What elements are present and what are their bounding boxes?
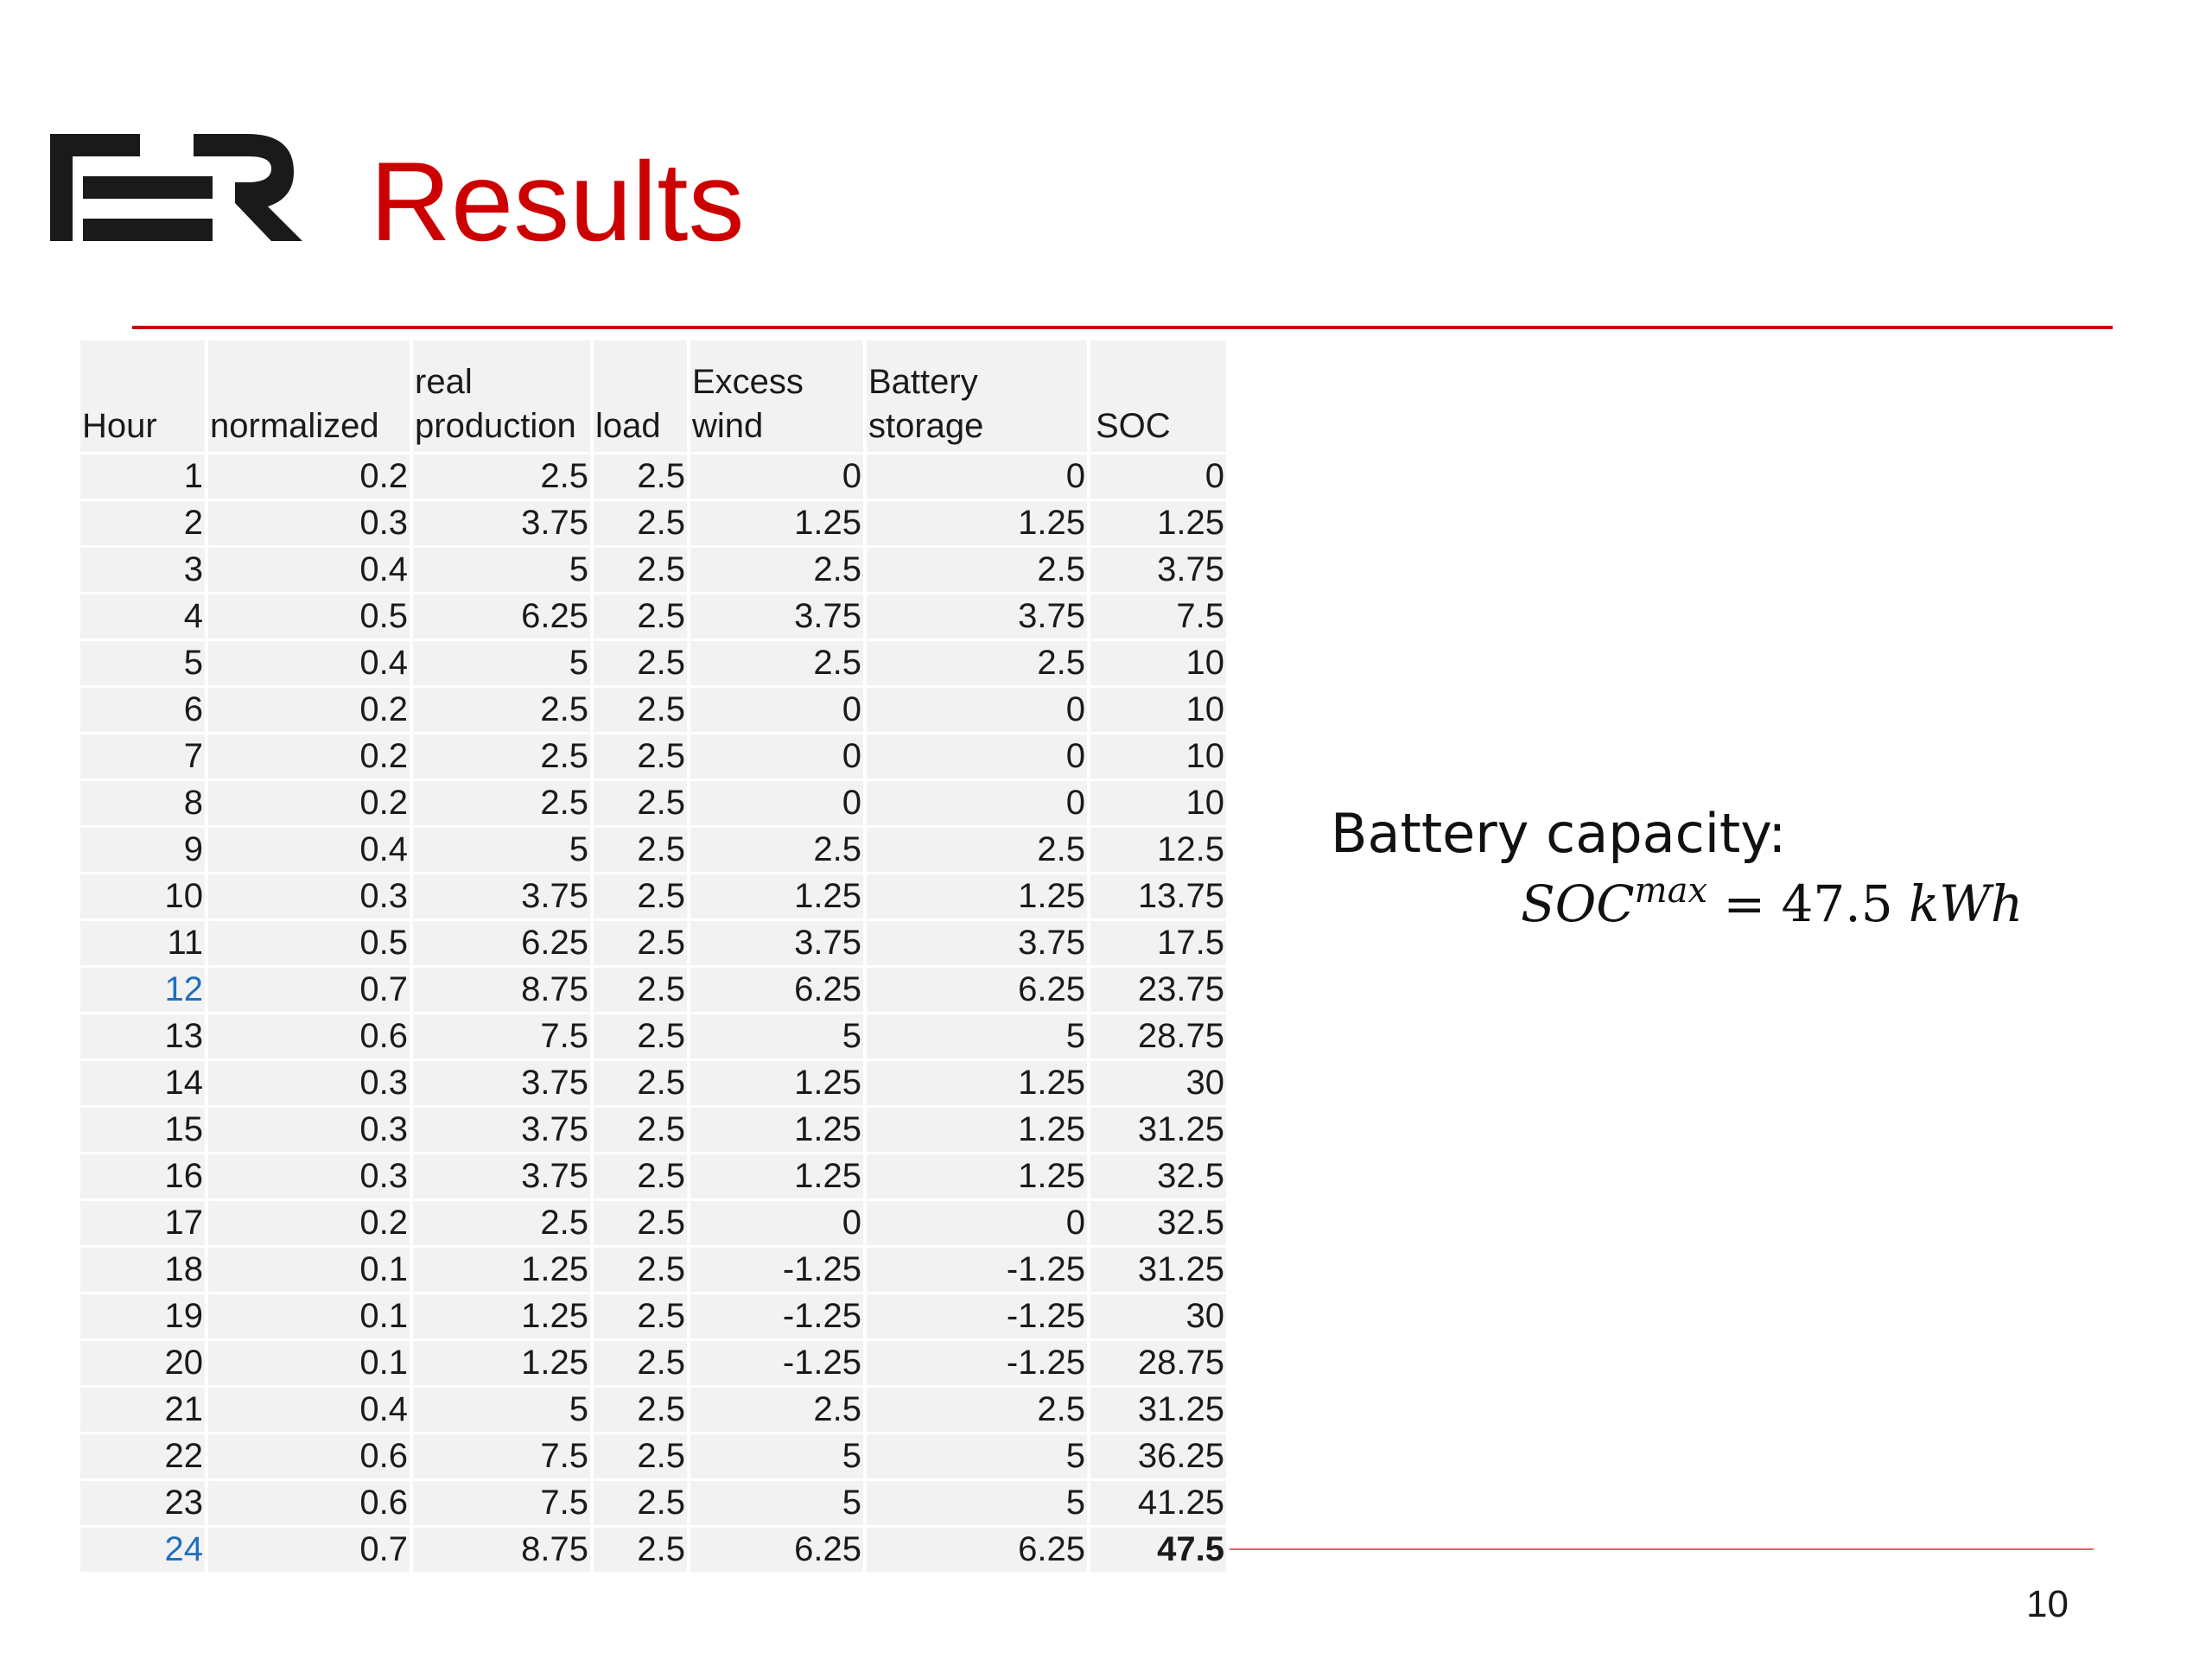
cell-normalized: 0.3 [208, 874, 410, 918]
cell-real-production: 1.25 [413, 1294, 590, 1338]
header-soc: SOC [1090, 340, 1226, 452]
cell-normalized: 0.3 [208, 1061, 410, 1105]
cell-soc: 13.75 [1090, 874, 1226, 918]
cell-battery-storage: 0 [867, 454, 1087, 499]
cell-load: 2.5 [594, 1061, 687, 1105]
cell-soc: 31.25 [1090, 1248, 1226, 1292]
cell-load: 2.5 [594, 874, 687, 918]
table-row [80, 828, 1226, 872]
cell-normalized: 0.5 [208, 594, 410, 639]
cell-real-production: 3.75 [413, 1061, 590, 1105]
cell-hour: 16 [80, 1154, 205, 1198]
cell-battery-storage: 3.75 [867, 921, 1087, 965]
slide-title: Results [370, 138, 745, 264]
cell-battery-storage: 0 [867, 1201, 1087, 1245]
cell-soc: 10 [1090, 781, 1226, 825]
cell-load: 2.5 [594, 1248, 687, 1292]
cell-soc: 12.5 [1090, 828, 1226, 872]
cell-soc: 23.75 [1090, 968, 1226, 1012]
cell-soc: 0 [1090, 454, 1226, 499]
cell-battery-storage: 0 [867, 734, 1087, 779]
header-battery-storage: Battery storage [867, 340, 1087, 452]
cell-hour: 5 [80, 641, 205, 685]
cell-excess-wind: 2.5 [690, 548, 863, 592]
table-row [80, 1341, 1226, 1385]
cell-normalized: 0.5 [208, 921, 410, 965]
cell-load: 2.5 [594, 641, 687, 685]
cell-excess-wind: 0 [690, 688, 863, 732]
cell-normalized: 0.6 [208, 1014, 410, 1058]
bottom-divider [1230, 1548, 2094, 1550]
cell-battery-storage: 0 [867, 781, 1087, 825]
table-row [80, 1014, 1226, 1058]
cell-hour: 23 [80, 1481, 205, 1525]
cell-real-production: 5 [413, 641, 590, 685]
cell-load: 2.5 [594, 1294, 687, 1338]
table-row [80, 454, 1226, 499]
cell-battery-storage: 1.25 [867, 1108, 1087, 1152]
cell-normalized: 0.1 [208, 1294, 410, 1338]
cell-soc: 30 [1090, 1061, 1226, 1105]
cell-soc: 17.5 [1090, 921, 1226, 965]
table-row [80, 1061, 1226, 1105]
formula-unit: kWh [1909, 874, 2024, 933]
results-table [77, 338, 1230, 1574]
cell-normalized: 0.3 [208, 1154, 410, 1198]
cell-real-production: 5 [413, 548, 590, 592]
cell-normalized: 0.2 [208, 454, 410, 499]
cell-normalized: 0.3 [208, 1108, 410, 1152]
cell-excess-wind: 5 [690, 1434, 863, 1478]
cell-battery-storage: 1.25 [867, 501, 1087, 545]
cell-hour: 24 [80, 1528, 205, 1572]
cell-excess-wind: 2.5 [690, 641, 863, 685]
battery-capacity-label: Battery capacity: [1331, 802, 1787, 865]
cell-excess-wind: -1.25 [690, 1294, 863, 1338]
cell-excess-wind: 2.5 [690, 1388, 863, 1432]
formula-symbol: SOC [1521, 874, 1635, 933]
cell-hour: 18 [80, 1248, 205, 1292]
cell-hour: 19 [80, 1294, 205, 1338]
cell-soc: 28.75 [1090, 1014, 1226, 1058]
cell-real-production: 3.75 [413, 1154, 590, 1198]
table-row [80, 1154, 1226, 1198]
cell-excess-wind: 1.25 [690, 1061, 863, 1105]
table-row [80, 641, 1226, 685]
cell-load: 2.5 [594, 1341, 687, 1385]
cell-normalized: 0.2 [208, 734, 410, 779]
header-load: load [594, 340, 687, 452]
cell-battery-storage: 5 [867, 1014, 1087, 1058]
cell-hour: 17 [80, 1201, 205, 1245]
table-row [80, 1248, 1226, 1292]
cell-battery-storage: 1.25 [867, 1061, 1087, 1105]
table-row [80, 501, 1226, 545]
cell-load: 2.5 [594, 1201, 687, 1245]
cell-soc: 30 [1090, 1294, 1226, 1338]
header-normalized: normalized [208, 340, 410, 452]
cell-excess-wind: -1.25 [690, 1341, 863, 1385]
cell-normalized: 0.4 [208, 828, 410, 872]
cell-soc: 36.25 [1090, 1434, 1226, 1478]
cell-hour: 9 [80, 828, 205, 872]
cell-load: 2.5 [594, 921, 687, 965]
cell-excess-wind: 2.5 [690, 828, 863, 872]
cell-real-production: 6.25 [413, 921, 590, 965]
cell-normalized: 0.7 [208, 1528, 410, 1572]
cell-normalized: 0.6 [208, 1481, 410, 1525]
cell-soc: 10 [1090, 734, 1226, 779]
cell-load: 2.5 [594, 1388, 687, 1432]
cell-soc: 1.25 [1090, 501, 1226, 545]
cell-normalized: 0.7 [208, 968, 410, 1012]
cell-hour: 20 [80, 1341, 205, 1385]
cell-load: 2.5 [594, 1108, 687, 1152]
cell-load: 2.5 [594, 454, 687, 499]
cell-excess-wind: 5 [690, 1014, 863, 1058]
cell-excess-wind: 3.75 [690, 594, 863, 639]
cell-hour: 22 [80, 1434, 205, 1478]
cell-load: 2.5 [594, 1434, 687, 1478]
cell-soc: 32.5 [1090, 1201, 1226, 1245]
cell-real-production: 8.75 [413, 968, 590, 1012]
cell-real-production: 5 [413, 1388, 590, 1432]
cell-normalized: 0.4 [208, 641, 410, 685]
cell-real-production: 2.5 [413, 734, 590, 779]
cell-normalized: 0.4 [208, 548, 410, 592]
cell-excess-wind: 1.25 [690, 1108, 863, 1152]
cell-hour: 10 [80, 874, 205, 918]
cell-excess-wind: 0 [690, 781, 863, 825]
table-row [80, 1388, 1226, 1432]
cell-hour: 14 [80, 1061, 205, 1105]
cell-hour: 4 [80, 594, 205, 639]
formula-value: 47.5 [1781, 874, 1893, 933]
cell-soc: 7.5 [1090, 594, 1226, 639]
cell-normalized: 0.4 [208, 1388, 410, 1432]
cell-real-production: 1.25 [413, 1341, 590, 1385]
title-divider [132, 326, 2113, 329]
cell-normalized: 0.1 [208, 1341, 410, 1385]
cell-normalized: 0.2 [208, 688, 410, 732]
cell-real-production: 7.5 [413, 1434, 590, 1478]
cell-battery-storage: 2.5 [867, 641, 1087, 685]
cell-excess-wind: 6.25 [690, 1528, 863, 1572]
cell-real-production: 3.75 [413, 874, 590, 918]
cell-battery-storage: -1.25 [867, 1248, 1087, 1292]
cell-real-production: 5 [413, 828, 590, 872]
table-row [80, 874, 1226, 918]
cell-soc: 47.5 [1090, 1528, 1226, 1572]
formula-superscript: max [1634, 871, 1708, 911]
cell-real-production: 7.5 [413, 1014, 590, 1058]
header-excess-wind: Excess wind [690, 340, 863, 452]
table-row [80, 1481, 1226, 1525]
cell-normalized: 0.3 [208, 501, 410, 545]
cell-hour: 1 [80, 454, 205, 499]
cell-soc: 10 [1090, 688, 1226, 732]
cell-real-production: 2.5 [413, 1201, 590, 1245]
cell-soc: 3.75 [1090, 548, 1226, 592]
cell-hour: 7 [80, 734, 205, 779]
table-row [80, 1528, 1226, 1572]
cell-battery-storage: -1.25 [867, 1341, 1087, 1385]
cell-hour: 15 [80, 1108, 205, 1152]
cell-load: 2.5 [594, 734, 687, 779]
cell-excess-wind: 1.25 [690, 501, 863, 545]
results-table-container [80, 338, 1230, 1574]
cell-normalized: 0.1 [208, 1248, 410, 1292]
table-row [80, 781, 1226, 825]
cell-excess-wind: -1.25 [690, 1248, 863, 1292]
cell-excess-wind: 0 [690, 734, 863, 779]
cell-hour: 13 [80, 1014, 205, 1058]
cell-excess-wind: 1.25 [690, 874, 863, 918]
cell-soc: 31.25 [1090, 1108, 1226, 1152]
cell-load: 2.5 [594, 781, 687, 825]
cell-excess-wind: 5 [690, 1481, 863, 1525]
cell-load: 2.5 [594, 548, 687, 592]
cell-battery-storage: 5 [867, 1434, 1087, 1478]
table-row [80, 1294, 1226, 1338]
formula-equals: = [1723, 874, 1766, 933]
cell-battery-storage: 2.5 [867, 548, 1087, 592]
table-row [80, 548, 1226, 592]
cell-hour: 12 [80, 968, 205, 1012]
cell-real-production: 2.5 [413, 454, 590, 499]
table-row [80, 1201, 1226, 1245]
table-row [80, 921, 1226, 965]
header-real-production: real production [413, 340, 590, 452]
cell-excess-wind: 0 [690, 1201, 863, 1245]
cell-battery-storage: 2.5 [867, 828, 1087, 872]
cell-battery-storage: 6.25 [867, 968, 1087, 1012]
cell-real-production: 1.25 [413, 1248, 590, 1292]
cell-battery-storage: 1.25 [867, 1154, 1087, 1198]
cell-hour: 3 [80, 548, 205, 592]
cell-normalized: 0.6 [208, 1434, 410, 1478]
cell-load: 2.5 [594, 594, 687, 639]
cell-hour: 11 [80, 921, 205, 965]
cell-load: 2.5 [594, 968, 687, 1012]
cell-real-production: 3.75 [413, 1108, 590, 1152]
cell-battery-storage: 0 [867, 688, 1087, 732]
table-row [80, 1108, 1226, 1152]
table-row [80, 734, 1226, 779]
table-row [80, 688, 1226, 732]
table-row [80, 1434, 1226, 1478]
table-header-row [80, 340, 1226, 452]
table-body [80, 454, 1226, 1572]
cell-excess-wind: 0 [690, 454, 863, 499]
header-hour: Hour [80, 340, 205, 452]
cell-soc: 10 [1090, 641, 1226, 685]
cell-battery-storage: 1.25 [867, 874, 1087, 918]
cell-excess-wind: 6.25 [690, 968, 863, 1012]
cell-hour: 2 [80, 501, 205, 545]
cell-normalized: 0.2 [208, 1201, 410, 1245]
cell-hour: 8 [80, 781, 205, 825]
cell-soc: 28.75 [1090, 1341, 1226, 1385]
cell-battery-storage: 3.75 [867, 594, 1087, 639]
cell-soc: 41.25 [1090, 1481, 1226, 1525]
cell-real-production: 2.5 [413, 688, 590, 732]
cell-real-production: 3.75 [413, 501, 590, 545]
cell-excess-wind: 3.75 [690, 921, 863, 965]
cell-real-production: 7.5 [413, 1481, 590, 1525]
cell-soc: 32.5 [1090, 1154, 1226, 1198]
cell-battery-storage: 6.25 [867, 1528, 1087, 1572]
cell-normalized: 0.2 [208, 781, 410, 825]
cell-hour: 6 [80, 688, 205, 732]
cell-load: 2.5 [594, 828, 687, 872]
cell-real-production: 6.25 [413, 594, 590, 639]
cell-real-production: 8.75 [413, 1528, 590, 1572]
table-row [80, 594, 1226, 639]
cell-load: 2.5 [594, 688, 687, 732]
cell-load: 2.5 [594, 1528, 687, 1572]
cell-excess-wind: 1.25 [690, 1154, 863, 1198]
cell-load: 2.5 [594, 1154, 687, 1198]
cell-battery-storage: -1.25 [867, 1294, 1087, 1338]
page-number: 10 [2026, 1583, 2069, 1625]
cell-hour: 21 [80, 1388, 205, 1432]
cell-battery-storage: 5 [867, 1481, 1087, 1525]
cell-battery-storage: 2.5 [867, 1388, 1087, 1432]
table-row [80, 968, 1226, 1012]
fer-logo-icon [50, 134, 302, 241]
soc-max-formula [1521, 871, 2023, 933]
cell-load: 2.5 [594, 1481, 687, 1525]
cell-load: 2.5 [594, 1014, 687, 1058]
cell-soc: 31.25 [1090, 1388, 1226, 1432]
cell-load: 2.5 [594, 501, 687, 545]
cell-real-production: 2.5 [413, 781, 590, 825]
